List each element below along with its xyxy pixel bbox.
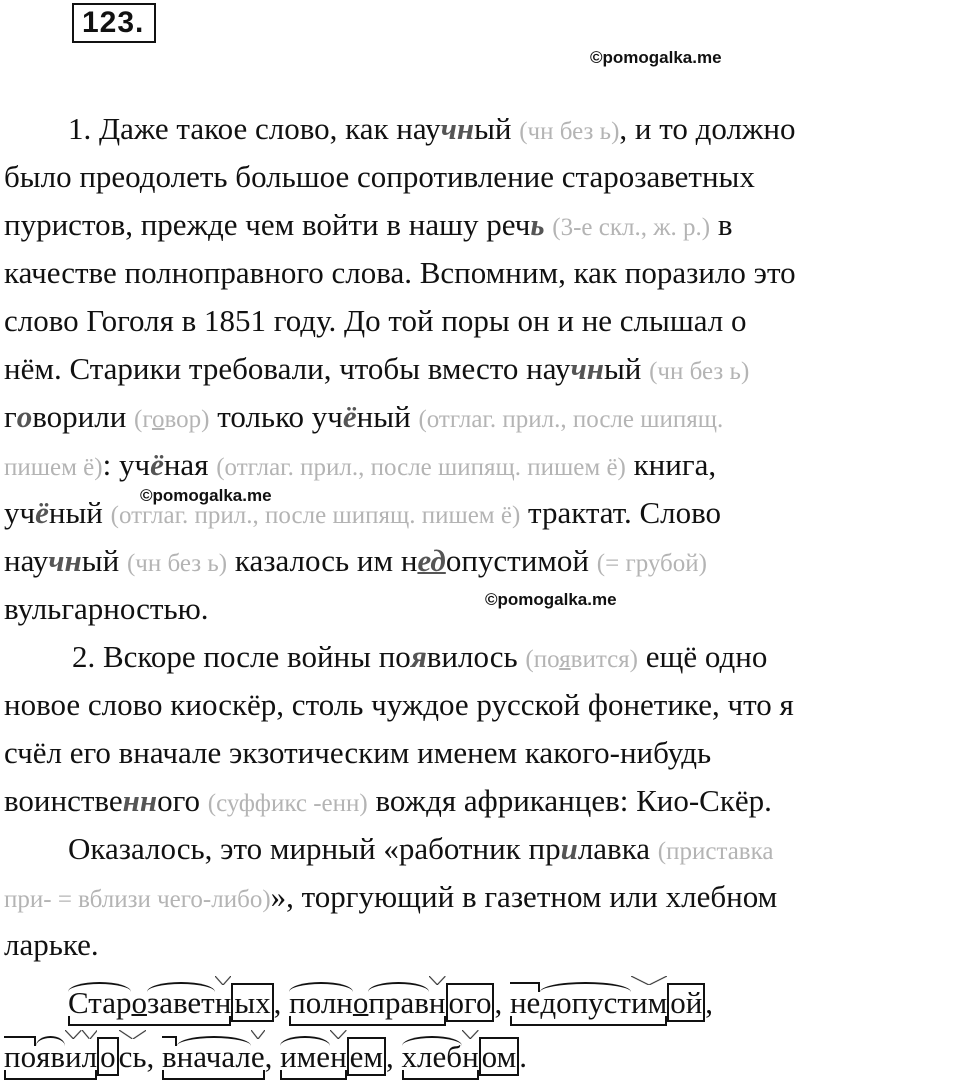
text-line: качестве полноправного слова. Вспомним, как поразило это	[4, 255, 796, 290]
text-line: нём. Старики требовали, чтобы вместо научный (чн без ь)	[4, 351, 750, 386]
text-line: ларьке.	[4, 927, 99, 962]
text-line: счёл его вначале экзотическим именем какого-нибудь	[4, 735, 712, 770]
text-line: вульгарностью.	[4, 591, 209, 626]
text-line: учёный (отглаг. прил., после шипящ. пишем ё) трактат. Слово	[4, 495, 722, 530]
task-number: 123.	[72, 3, 156, 43]
text-line: новое слово киоскёр, столь чуждое русской фонетике, что я	[4, 687, 794, 722]
text-line: говорили (говор) только учёный (отглаг. прил., после шипящ.	[4, 399, 724, 434]
exercise-text	[4, 105, 959, 1081]
text-line: пишем ё): учёная (отглаг. прил., после шипящ. пишем ё) книга,	[4, 447, 717, 482]
parsed-word: вначале	[161, 1039, 265, 1074]
parsed-word: имен	[280, 1039, 347, 1074]
watermark: ©pomogalka.me	[485, 590, 617, 609]
text-line: 2. Вскоре после войны появилось (появится) ещё одно	[72, 639, 768, 674]
watermark: ©pomogalka.me	[590, 48, 722, 67]
word-parsing-line: появилось, вначале, именем, хлебном.	[4, 1039, 527, 1074]
text-line: пуристов, прежде чем войти в нашу речь (3-е скл., ж. р.) в	[4, 207, 733, 242]
parsed-word: появил	[4, 1039, 98, 1074]
word-parsing-line: Старозаветных, полноправного, недопустимой,	[68, 985, 714, 1020]
text-line: было преодолеть большое сопротивление старозаветных	[4, 159, 755, 194]
text-line: научный (чн без ь) казалось им недопустимой (= грубой)	[4, 543, 707, 578]
parsed-word: полноправн	[289, 985, 446, 1020]
parsed-word: хлебн	[401, 1039, 479, 1074]
text-line: слово Гоголя в 1851 году. До той поры он и не слышал о	[4, 303, 747, 338]
text-line: Оказалось, это мирный «работник прилавка (приставка	[68, 831, 774, 866]
text-line: воинственного (суффикс -енн) вождя африканцев: Кио-Скёр.	[4, 783, 772, 818]
parsed-word: недопустим	[509, 985, 668, 1020]
text-line: при- = вблизи чего-либо)», торгующий в газетном или хлебном	[4, 879, 778, 914]
text-line: 1. Даже такое слово, как научный (чн без ь), и то должно	[68, 111, 796, 146]
watermark: ©pomogalka.me	[140, 486, 272, 505]
parsed-word: Старозаветн	[68, 985, 232, 1020]
